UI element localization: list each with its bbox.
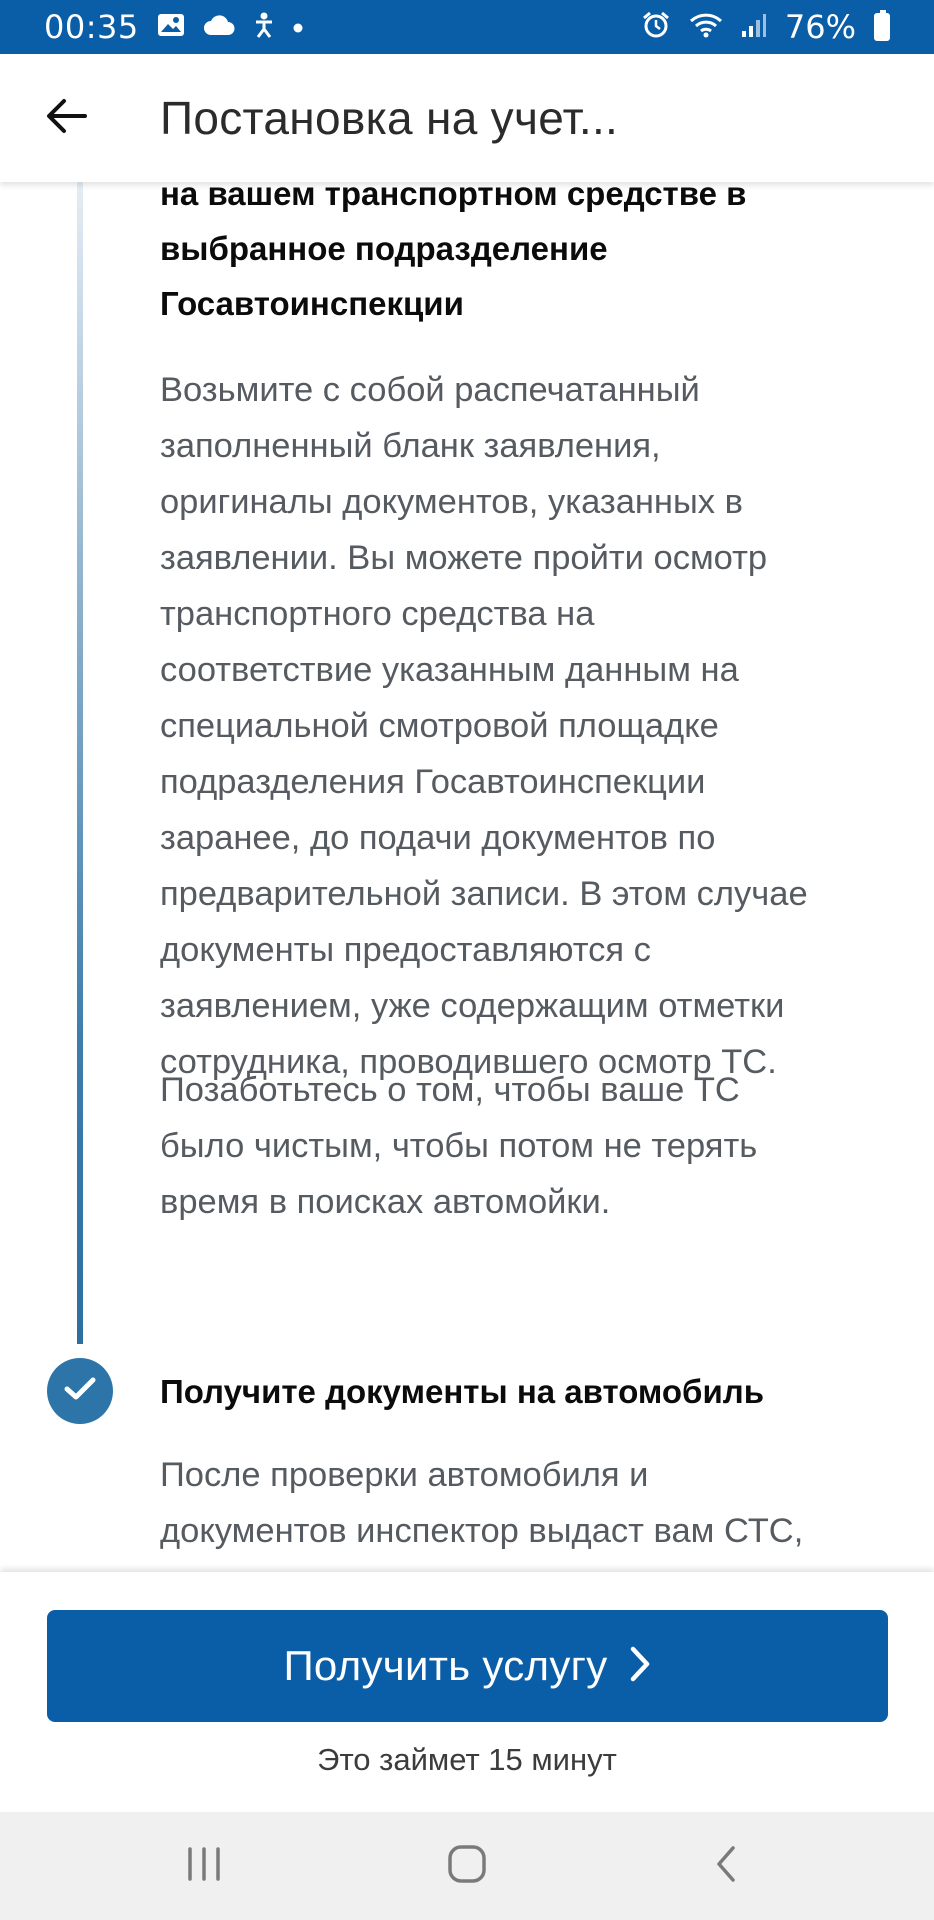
service-steps-content[interactable] (0, 182, 934, 1572)
step-description-get-documents (160, 1447, 880, 1559)
signal-icon (741, 12, 767, 42)
step-description-documents (160, 362, 880, 1090)
home-icon (446, 1843, 488, 1890)
system-nav-bar (0, 1812, 934, 1920)
step-heading-get-documents (160, 1364, 880, 1419)
paragraph-line: Возьмите с собой распечатанный (160, 371, 700, 409)
status-right (641, 8, 890, 46)
alarm-icon (641, 11, 671, 43)
image-icon (157, 13, 185, 41)
dot-icon (293, 18, 303, 37)
heading-line: на вашем транспортном средстве в (160, 182, 747, 212)
nav-back-button[interactable] (698, 1838, 754, 1894)
status-time: 00:35 (44, 8, 139, 46)
check-icon (63, 1376, 97, 1407)
arrow-left-icon (45, 98, 87, 139)
paragraph-line: оригиналы документов, указанных в (160, 483, 743, 521)
paragraph-line: заполненный бланк заявления, (160, 427, 661, 465)
paragraph-line: было чистым, чтобы потом не терять (160, 1127, 758, 1165)
timeline-line (77, 182, 83, 1344)
paragraph-line: заранее, до подачи документов по (160, 819, 716, 857)
paragraph-line: Позаботьтесь о том, чтобы ваше ТС (160, 1071, 740, 1109)
battery-percent: 76% (784, 8, 856, 46)
accessibility-icon (253, 12, 275, 42)
get-service-button-label: Получить услугу (283, 1642, 608, 1689)
cloud-icon (203, 14, 235, 40)
wifi-icon (689, 12, 723, 42)
paragraph-line: заявлением, уже содержащим отметки (160, 987, 785, 1025)
heading-line: выбранное подразделение (160, 230, 608, 267)
status-left (44, 8, 303, 46)
paragraph-line: предварительной записи. В этом случае (160, 875, 808, 913)
paragraph-line: подразделения Госавтоинспекции (160, 763, 706, 801)
chevron-left-icon (713, 1844, 739, 1889)
paragraph-line: соответствие указанным данным на (160, 651, 739, 689)
step-heading-inspection (160, 182, 880, 331)
bottom-action-panel (0, 1572, 934, 1812)
paragraph-line: время в поисках автомойки. (160, 1183, 611, 1221)
paragraph-line: транспортного средства на (160, 595, 595, 633)
chevron-right-icon (628, 1645, 652, 1688)
app-bar (0, 54, 934, 182)
step-complete-marker (47, 1358, 113, 1424)
back-button[interactable] (36, 88, 96, 148)
paragraph-line: сотрудника, проводившего осмотр ТС. (160, 1043, 777, 1081)
paragraph-line: После проверки автомобиля и (160, 1456, 649, 1494)
paragraph-line: документы предоставляются с (160, 931, 651, 969)
heading-line: Госавтоинспекции (160, 285, 464, 322)
home-button[interactable] (439, 1838, 495, 1894)
battery-icon (874, 13, 890, 41)
duration-note: Это займет 15 минут (317, 1742, 617, 1777)
step-description-car-wash (160, 1062, 880, 1230)
paragraph-line: заявлении. Вы можете пройти осмотр (160, 539, 768, 577)
get-service-button[interactable] (47, 1610, 888, 1722)
recent-apps-icon (184, 1846, 224, 1887)
heading-line: Получите документы на автомобиль (160, 1373, 764, 1410)
page-title: Постановка на учет... (160, 92, 619, 144)
paragraph-line: специальной смотровой площадке (160, 707, 719, 745)
paragraph-line: документов инспектор выдаст вам СТС, (160, 1512, 804, 1550)
recent-apps-button[interactable] (176, 1838, 232, 1894)
status-bar (0, 0, 934, 54)
